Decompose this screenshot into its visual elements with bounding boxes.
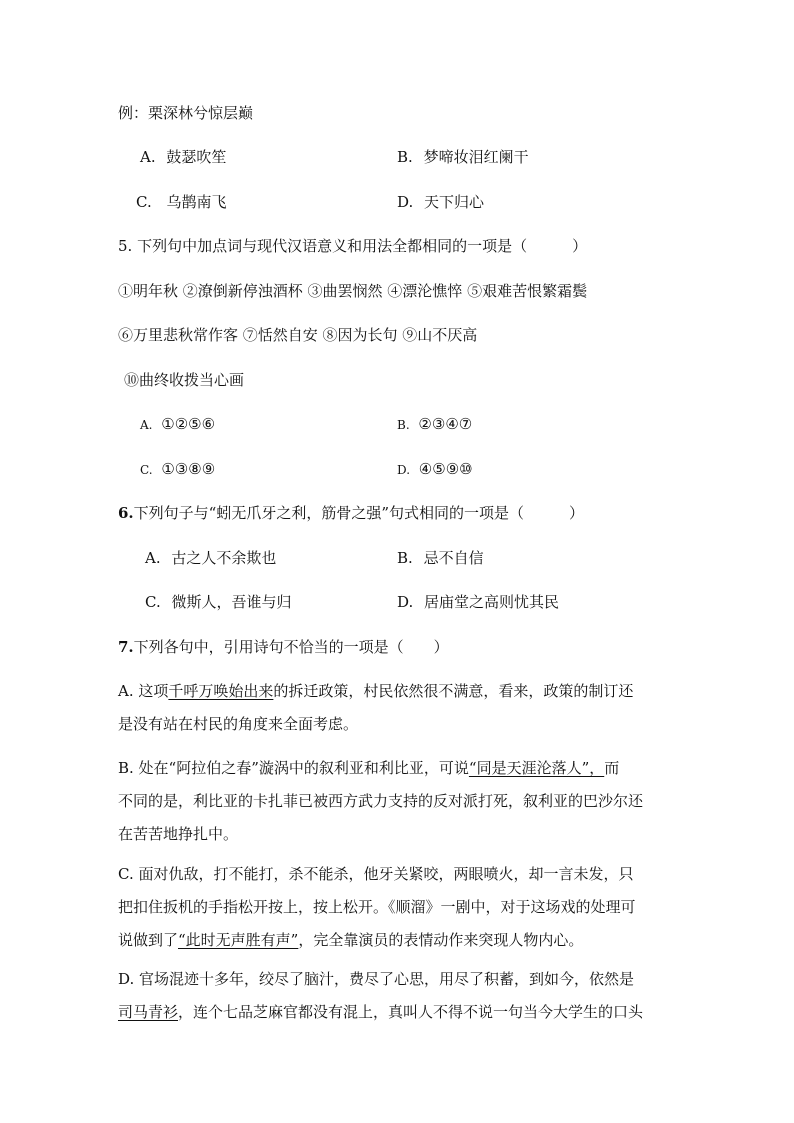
q6-stem-line xyxy=(118,503,584,523)
q7-option-b-line2: 不同的是，利比亚的卡扎菲已被西方武力支持的反对派打死，叙利亚的巴沙尔还 xyxy=(118,792,644,810)
q6-option-d xyxy=(397,592,559,612)
underlined-quote: “同是天涯沦落人”， xyxy=(468,759,605,777)
option-text: 梦啼妆泪红阑干 xyxy=(423,148,529,166)
q7-stem-line xyxy=(118,637,449,657)
option-label: C. xyxy=(140,463,153,477)
option-text: 鼓瑟吹笙 xyxy=(166,148,227,166)
q7-option-a-line2: 是没有站在村民的角度来全面考虑。 xyxy=(118,715,359,733)
option-text: ①②⑤⑥ xyxy=(161,415,216,433)
q7-stem: 下列各句中，引用诗句不恰当的一项是（ ） xyxy=(133,638,449,656)
option-label: B. xyxy=(397,549,413,567)
q7-option-b-line1 xyxy=(118,758,619,778)
option-text: 乌鹊南飞 xyxy=(166,193,227,211)
option-text: ④⑤⑨⑩ xyxy=(418,460,473,478)
q7-option-c-line1: C. 面对仇敌，打不能打，杀不能杀，他牙关紧咬，两眼喷火，却一言未发，只 xyxy=(118,865,634,883)
example-option-d xyxy=(397,192,484,212)
example-text: 例：栗深林兮惊层巅 xyxy=(118,104,254,122)
text-segment: ，连个七品芝麻官都没有混上，真叫人不得不说一句当今大学生的口头 xyxy=(178,1003,644,1021)
underlined-quote: 千呼万唤始出来 xyxy=(168,682,274,700)
option-label: D. xyxy=(397,593,414,611)
underlined-quote: “此时无声胜有声” xyxy=(178,931,299,949)
q6-option-b xyxy=(397,548,484,568)
q7-option-a-line1 xyxy=(118,681,633,701)
q7-option-d-line1: D. 官场混迹十多年，绞尽了脑汁，费尽了心思，用尽了积蓄，到如今，依然是 xyxy=(118,970,635,988)
q7-number: 7. xyxy=(118,638,134,656)
text-segment: ，完全靠演员的表情动作来突现人物内心。 xyxy=(298,931,584,949)
q5-option-d xyxy=(397,459,473,480)
q6-option-c xyxy=(145,592,292,612)
option-label: D. xyxy=(397,463,411,477)
option-label: A. xyxy=(140,148,156,166)
q5-option-b xyxy=(397,414,472,435)
q5-stem: 5. 下列句中加点词与现代汉语意义和用法全都相同的一项是（ ） xyxy=(118,237,588,255)
option-label: C. xyxy=(136,193,152,211)
option-text: 天下归心 xyxy=(424,193,485,211)
option-label: B. xyxy=(397,418,410,432)
option-label: B. xyxy=(397,148,413,166)
q7-option-d-line2 xyxy=(118,1002,643,1022)
q7-option-c-line2: 把扣住扳机的手指松开按上，按上松开。《顺溜》一剧中，对于这场戏的处理可 xyxy=(118,898,636,916)
q5-items-line1: ①明年秋 ②潦倒新停浊酒杯 ③曲罢悯然 ④漂沦憔悴 ⑤艰难苦恨繁霜鬓 xyxy=(118,282,588,300)
option-text: 古之人不余欺也 xyxy=(171,549,277,567)
option-text: 居庙堂之高则忧其民 xyxy=(424,593,560,611)
option-text: 忌不自信 xyxy=(423,549,484,567)
option-text: 微斯人，吾谁与归 xyxy=(171,593,292,611)
q6-option-a xyxy=(145,548,276,568)
example-option-c xyxy=(136,192,227,212)
q7-option-c-line3 xyxy=(118,930,583,950)
q7-option-b-line3: 在苦苦地挣扎中。 xyxy=(118,825,239,843)
q5-items-line2: ⑥万里悲秋常作客 ⑦恬然自安 ⑧因为长句 ⑨山不厌高 xyxy=(118,326,478,344)
q5-option-a xyxy=(140,414,215,435)
example-option-a xyxy=(140,147,226,167)
text-segment: 说做到了 xyxy=(118,931,179,949)
option-label: A. xyxy=(145,549,161,567)
example-option-b xyxy=(397,147,529,167)
option-label: C. xyxy=(145,593,161,611)
option-label: D. xyxy=(397,193,414,211)
q5-items-line3: ⑩曲终收拨当心画 xyxy=(124,371,245,389)
q6-stem: 下列句子与“蚓无爪牙之利，筋骨之强”句式相同的一项是（ ） xyxy=(133,504,585,522)
option-text: ②③④⑦ xyxy=(418,415,473,433)
option-text: ①③⑧⑨ xyxy=(161,460,216,478)
underlined-quote: 司马青衫 xyxy=(118,1003,179,1021)
text-segment: 的拆迁政策，村民依然很不满意，看来，政策的制订还 xyxy=(273,682,634,700)
text-segment: 而 xyxy=(604,759,620,777)
option-label: A. xyxy=(140,418,153,432)
q5-option-c xyxy=(140,459,215,480)
q6-number: 6. xyxy=(118,504,134,522)
text-segment: A. 这项 xyxy=(118,682,169,700)
text-segment: B. 处在“阿拉伯之春”漩涡中的叙利亚和利比亚，可说 xyxy=(118,759,469,777)
